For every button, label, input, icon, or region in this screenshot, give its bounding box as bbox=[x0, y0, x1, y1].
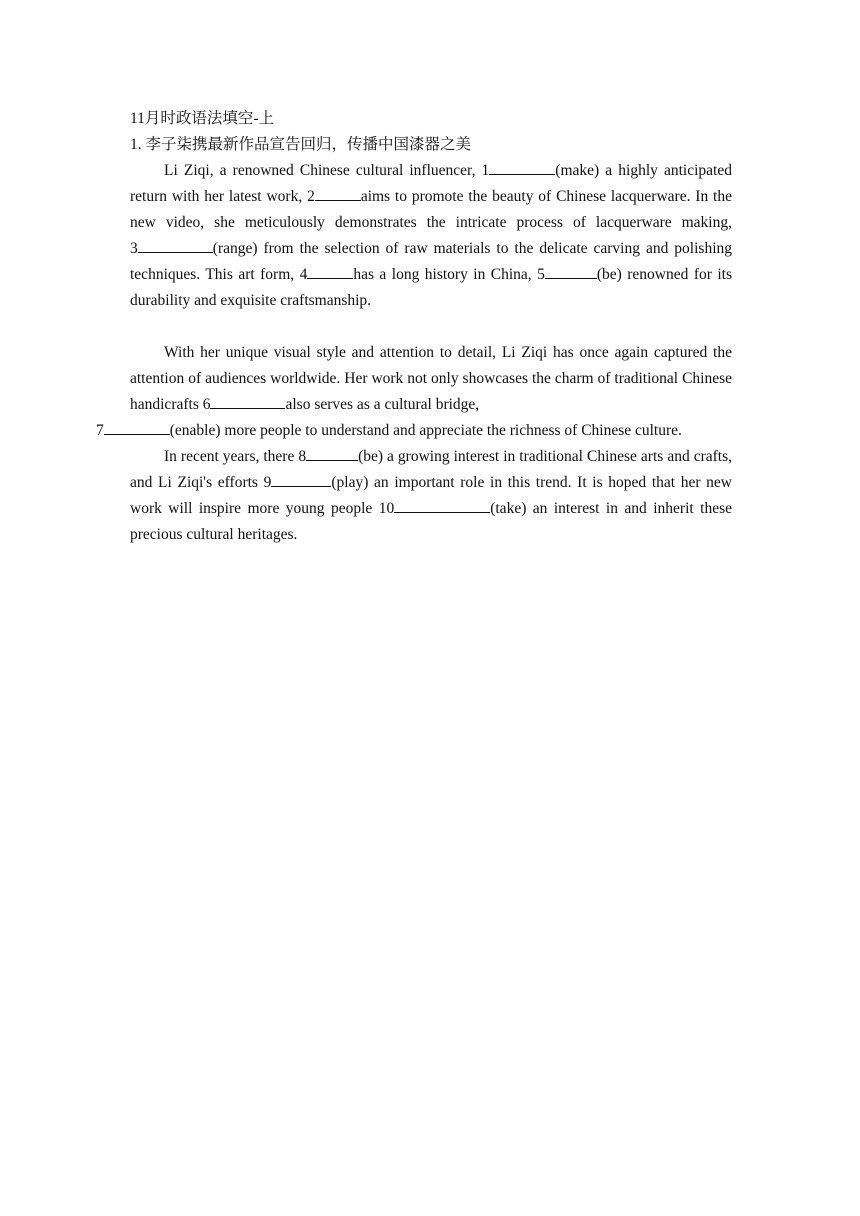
hint-1: (make) a highly anticipated return with her latest work, bbox=[130, 162, 732, 205]
blank-number-4: 4 bbox=[299, 266, 308, 283]
blank-number-7: 7 bbox=[96, 422, 104, 439]
hint-5: (be) renowned for its durability and exquisite craftsmanship. bbox=[130, 266, 732, 309]
paragraph-1 bbox=[130, 158, 732, 314]
blank-3 bbox=[138, 236, 213, 253]
text-segment: also serves as a cultural bridge, bbox=[285, 396, 480, 413]
text-segment: aims to promote the beauty of Chinese lacquerware. In the new video, she meticulously demonstrates the intricate process of lacquerware making, bbox=[130, 188, 732, 231]
blank-6 bbox=[210, 392, 285, 409]
blank-10 bbox=[394, 496, 490, 513]
hint-3: (range) from the selection of raw materials to the delicate carving and polishing techniques. This art form, bbox=[130, 240, 732, 283]
blank-7 bbox=[104, 418, 170, 435]
blank-2 bbox=[315, 184, 361, 201]
blank-4 bbox=[307, 262, 353, 279]
blank-number-3: 3 bbox=[130, 240, 138, 257]
hint-9: (play) an important role in this trend. It is hoped that her new work will inspire more young people bbox=[130, 474, 732, 517]
paragraph-2 bbox=[96, 340, 732, 444]
hint-10: (take) an interest in and inherit these precious cultural heritages. bbox=[130, 500, 732, 543]
text-segment: Li Ziqi, a renowned Chinese cultural influencer, bbox=[164, 162, 482, 179]
blank-9 bbox=[271, 470, 331, 487]
blank-number-2: 2 bbox=[307, 188, 315, 205]
blank-number-8: 8 bbox=[298, 448, 307, 465]
question-heading: 1. 李子柒携最新作品宣告回归，传播中国漆器之美 bbox=[130, 136, 472, 153]
blank-5 bbox=[545, 262, 597, 279]
hint-7: (enable) more people to understand and appreciate the richness of Chinese culture. bbox=[169, 422, 682, 439]
blank-8 bbox=[306, 444, 358, 461]
text-segment: has a long history in China, bbox=[353, 266, 538, 283]
blank-1 bbox=[489, 158, 555, 175]
blank-number-6: 6 bbox=[202, 396, 211, 413]
text-segment: With her unique visual style and attention to detail, Li Ziqi has once again captured the attention of audiences worldwide. Her work not only showcases the charm of traditional Chinese handicrafts bbox=[130, 344, 732, 413]
worksheet-page bbox=[96, 106, 732, 548]
worksheet-title: 11月时政语法填空-上 bbox=[130, 110, 275, 127]
blank-number-9: 9 bbox=[263, 474, 272, 491]
text-segment: In recent years, there bbox=[164, 448, 299, 465]
hint-8: (be) a growing interest in traditional Chinese arts and crafts, and Li Ziqi's efforts bbox=[130, 448, 732, 491]
blank-number-5: 5 bbox=[537, 266, 545, 283]
blank-number-1: 1 bbox=[481, 162, 490, 179]
paragraph-3 bbox=[130, 444, 732, 548]
blank-number-10: 10 bbox=[378, 500, 395, 517]
